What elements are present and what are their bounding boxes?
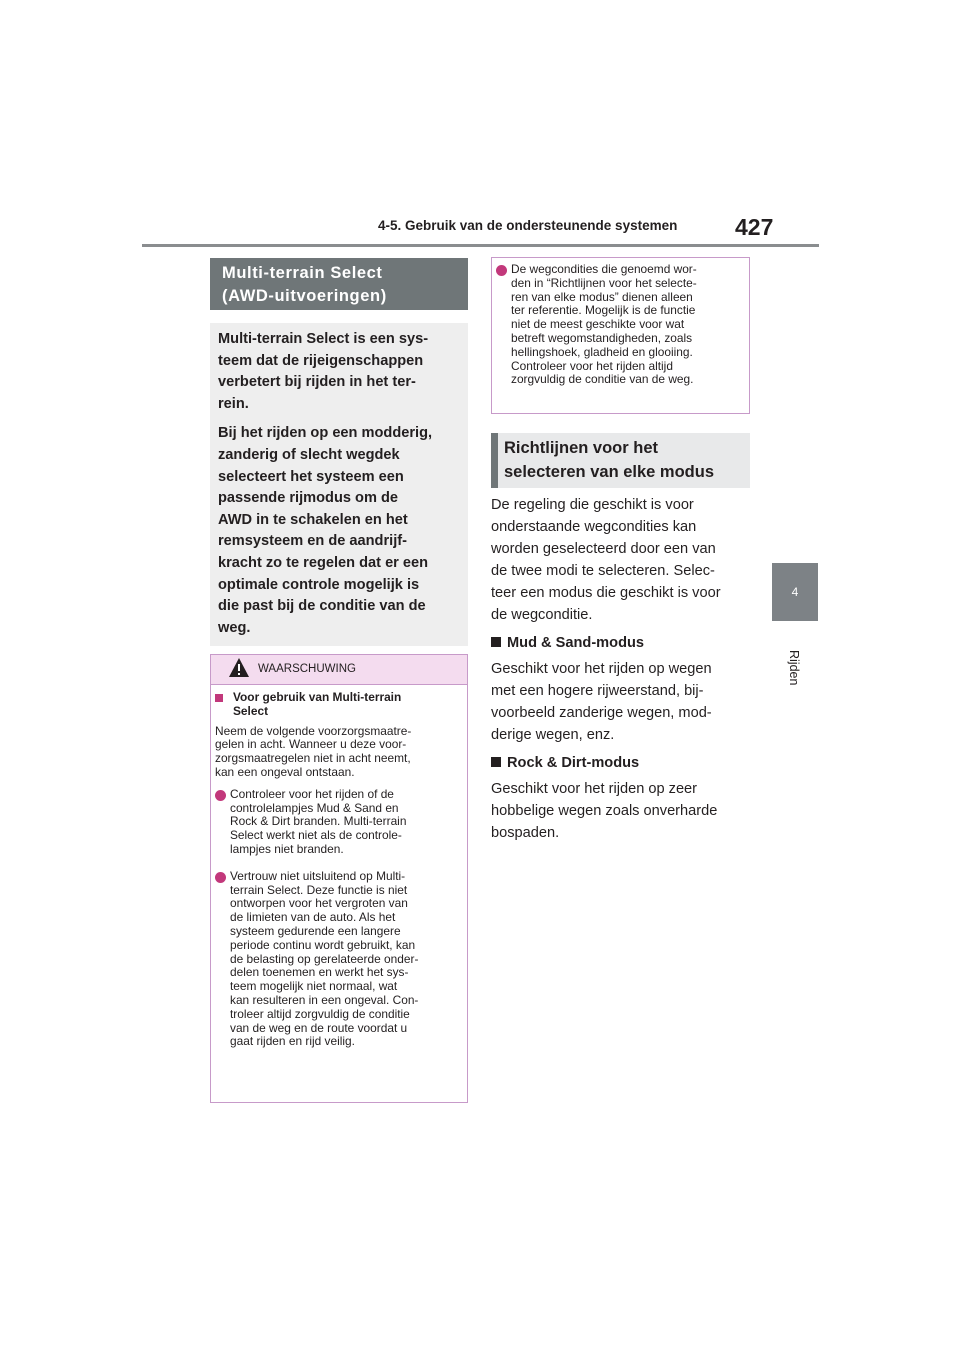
text-line: zanderig of slecht wegdek (218, 446, 400, 463)
circle-bullet-icon (215, 790, 226, 801)
text-line: De wegcondities die genoemd wor- (511, 262, 697, 276)
text-line: de wegconditie. (491, 607, 593, 623)
text-line: Controleer voor het rijden of de (230, 786, 394, 801)
text-line: De regeling die geschikt is voor (491, 497, 694, 513)
section-heading-guidelines (491, 433, 750, 488)
text-line: de belasting op gerelateerde onder- (230, 951, 419, 966)
text-line: de twee modi te selecteren. Selec- (491, 563, 715, 579)
text-line: optimale controle mogelijk is (218, 576, 420, 593)
text-line: hobbelige wegen zoals onverharde (491, 803, 718, 819)
warning-header (211, 655, 467, 685)
text-line: delen toenemen en werkt het sys- (230, 965, 409, 980)
text-line: Select (233, 703, 269, 718)
text-line: Multi-terrain Select is een sys- (218, 331, 429, 347)
heading-accent-bar (491, 433, 498, 488)
circle-bullet-icon (215, 872, 226, 883)
heading-line: selecteren van elke modus (504, 463, 715, 481)
warning-bullet-2 (215, 870, 461, 1049)
bullet-text (230, 870, 418, 1049)
warning-paragraph (215, 725, 461, 780)
intro-paragraph-2 (218, 423, 458, 639)
text-line: de limieten van de auto. Als het (230, 910, 396, 925)
text-line: zorgsmaatregelen niet in acht neemt, (215, 751, 411, 766)
text-line: teem dat de rijeigenschappen (218, 352, 424, 369)
text-line: Neem de volgende voorzorgsmaatre- (215, 723, 412, 738)
text-line: ontworpen voor het vergroten van (230, 896, 408, 911)
warning-body (211, 685, 467, 1049)
text-line: bospaden. (491, 825, 560, 841)
intro-box (210, 323, 468, 646)
text-line: Voor gebruik van Multi-terrain (233, 690, 402, 704)
text-line: passende rijmodus om de (218, 490, 399, 507)
warning-bullet-1 (215, 788, 461, 857)
text-line: worden geselecteerd door een van (491, 541, 716, 557)
bullet-text (230, 788, 406, 857)
circle-bullet-icon (496, 265, 507, 276)
mud-sand-heading (491, 632, 753, 654)
warning-title: WAARSCHUWING (258, 663, 356, 675)
rock-dirt-text (491, 778, 753, 844)
text-line: derige wegen, enz. (491, 727, 615, 743)
text-line: teem mogelijk niet normaal, wat (230, 979, 398, 994)
subheading-text (233, 691, 401, 719)
text-line: Vertrouw niet uitsluitend op Multi- (230, 868, 406, 883)
chapter-label: Rijden (787, 650, 801, 686)
text-line: Bij het rijden op een modderig, (218, 425, 433, 442)
text-line: Rock & Dirt branden. Multi-terrain (230, 814, 407, 829)
text-line: met een hogere rijweerstand, bij- (491, 683, 704, 699)
page-number: 427 (735, 214, 774, 240)
heading-line: Richtlijnen voor het (504, 439, 659, 457)
text-line: die past bij de conditie van de (218, 598, 426, 615)
text-line: Geschikt voor het rijden op wegen (491, 661, 712, 677)
text-line: Select werkt niet als de controle- (230, 828, 402, 843)
square-bullet-icon (491, 637, 501, 647)
rock-dirt-heading (491, 752, 753, 774)
text-line: teer een modus die geschikt is voor (491, 585, 721, 601)
text-line: niet de meest geschikte voor wat (511, 317, 685, 332)
text-line: AWD in te schakelen en het (218, 511, 408, 528)
intro-paragraph-1 (218, 329, 458, 415)
notice-box (491, 257, 750, 414)
text-line: weg. (218, 619, 251, 636)
notice-bullet (496, 263, 743, 387)
text-line: selecteert het systeem een (218, 468, 404, 485)
heading-line: (AWD-uitvoeringen) (222, 287, 387, 305)
square-bullet-icon (491, 757, 501, 767)
text-line: systeem gedurende een langere (230, 923, 401, 938)
chapter-number: 4 (791, 585, 799, 599)
text-line: ter referentie. Mogelijk is de functie (511, 303, 696, 318)
warning-triangle-icon (228, 657, 250, 678)
heading-text (504, 436, 714, 484)
text-line: zorgvuldig de conditie van de weg. (511, 372, 694, 387)
text-line: onderstaande wegcondities kan (491, 519, 697, 535)
text-line: periode continu wordt gebruikt, kan (230, 937, 416, 952)
text-line: troleer altijd zorgvuldig de conditie (230, 1006, 410, 1021)
chapter-tab (772, 563, 818, 621)
heading-line: Multi-terrain Select (222, 264, 383, 282)
warning-subheading (215, 691, 461, 719)
text-line: Controleer voor het rijden altijd (511, 358, 673, 373)
square-bullet-icon (215, 694, 223, 702)
text-line: rein. (218, 395, 249, 412)
bullet-text (511, 263, 697, 387)
text-line: voorbeeld zanderige wegen, mod- (491, 705, 712, 721)
text-line: terrain Select. Deze functie is niet (230, 882, 408, 897)
header-rule (142, 244, 819, 247)
text-line: van de weg en de route voordat u (230, 1020, 408, 1035)
subheading-text: Rock & Dirt-modus (507, 755, 640, 771)
text-line: controlelampjes Mud & Sand en (230, 800, 399, 815)
subheading-text: Mud & Sand-modus (507, 635, 645, 651)
text-line: kracht zo te regelen dat er een (218, 554, 429, 571)
guidelines-intro (491, 494, 753, 626)
text-line: remsysteem en de aandrijf- (218, 533, 407, 550)
section-heading-multi-terrain (210, 258, 468, 310)
text-line: kan een ongeval ontstaan. (215, 764, 355, 779)
text-line: gelen in acht. Wanneer u deze voor- (215, 737, 407, 752)
text-line: gaat rijden en rijd veilig. (230, 1034, 355, 1049)
text-line: betreft wegomstandigheden, zoals (511, 330, 693, 345)
mud-sand-text (491, 658, 753, 746)
text-line: lampjes niet branden. (230, 841, 344, 856)
warning-box (210, 654, 468, 1103)
text-line: den in “Richtlijnen voor het selecte- (511, 275, 697, 290)
text-line: verbetert bij rijden in het ter- (218, 374, 416, 391)
text-line: hellingshoek, gladheid en glooiing. (511, 344, 693, 359)
text-line: Geschikt voor het rijden op zeer (491, 781, 698, 797)
running-header: 4-5. Gebruik van de ondersteunende systemen (378, 218, 678, 233)
text-line: ren van elke modus” dienen alleen (511, 289, 693, 304)
text-line: kan resulteren in een ongeval. Con- (230, 992, 419, 1007)
